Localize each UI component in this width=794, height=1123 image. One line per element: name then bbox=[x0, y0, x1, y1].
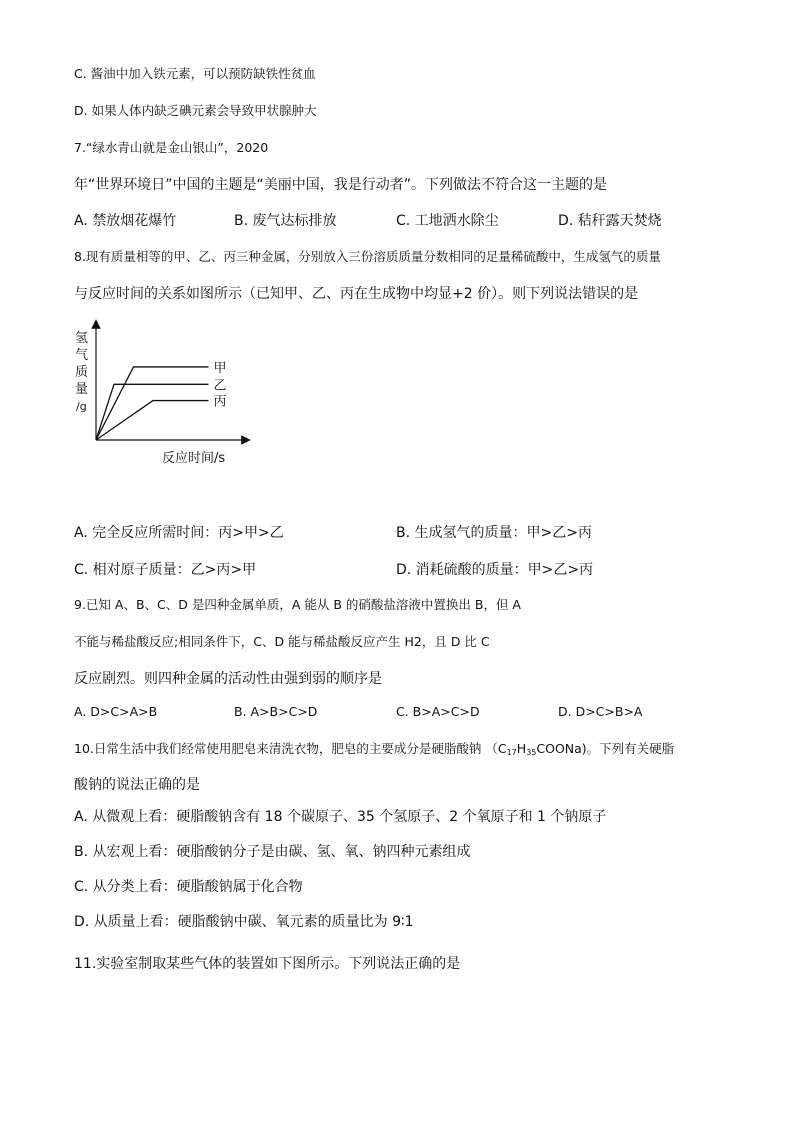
q9-option-a: A. D>C>A>B bbox=[74, 704, 158, 719]
q9-option-d: D. D>C>B>A bbox=[558, 704, 643, 719]
y-axis-label-char: 气 bbox=[75, 348, 89, 363]
q10-stem-line2: 酸钠的说法正确的是 bbox=[74, 777, 200, 793]
y-axis-label-char: 氢 bbox=[75, 331, 89, 346]
q10-stem-post: COONa)。下列有关硬脂 bbox=[536, 741, 675, 756]
q10-sub-17: 17 bbox=[506, 748, 517, 757]
q7-option-b: B. 废气达标排放 bbox=[234, 213, 337, 229]
q10-stem-line1 bbox=[74, 743, 674, 757]
y-axis-label-char: /g bbox=[76, 400, 87, 413]
q7-option-a: A. 禁放烟花爆竹 bbox=[74, 213, 177, 229]
q7-stem-line2: 年“世界环境日”中国的主题是“美丽中国，我是行动者”。下列做法不符合这一主题的是 bbox=[74, 177, 608, 193]
q8-option-a: A. 完全反应所需时间：丙>甲>乙 bbox=[74, 525, 284, 541]
q10-option-c: C. 从分类上看：硬脂酸钠属于化合物 bbox=[74, 879, 303, 895]
q8-stem-line1: 8.现有质量相等的甲、乙、丙三种金属，分别放入三份溶质质量分数相同的足量稀硫酸中，生成氢气的质量 bbox=[74, 249, 661, 264]
q9-stem-line3: 反应剧烈。则四种金属的活动性由强到弱的顺序是 bbox=[74, 671, 382, 687]
series-group bbox=[96, 361, 227, 440]
y-axis-label-char: 量 bbox=[75, 382, 89, 397]
q10-option-d: D. 从质量上看：硬脂酸钠中碳、氧元素的质量比为 9∶1 bbox=[74, 914, 414, 930]
q9-option-b: B. A>B>C>D bbox=[234, 704, 318, 719]
hydrogen-mass-time-chart bbox=[70, 318, 260, 473]
q10-option-a: A. 从微观上看：硬脂酸钠含有 18 个碳原子、35 个氢原子、2 个氧原子和 1 个钠原子 bbox=[74, 809, 607, 825]
y-axis-label bbox=[75, 331, 88, 413]
q10-h: H bbox=[516, 741, 527, 756]
q10-stem-pre: 10.日常生活中我们经常使用肥皂来清洗衣物，肥皂的主要成分是硬脂酸钠 （C bbox=[74, 741, 507, 756]
q8-stem-line2: 与反应时间的关系如图所示（已知甲、乙、丙在生成物中均显+2 价）。则下列说法错误的是 bbox=[74, 286, 639, 302]
series-label-1: 甲 bbox=[213, 360, 227, 376]
q7-option-c: C. 工地洒水除尘 bbox=[396, 213, 499, 229]
series-line-2 bbox=[96, 384, 209, 440]
q7-option-d: D. 秸秆露天焚烧 bbox=[558, 213, 662, 229]
q8-option-d: D. 消耗硫酸的质量：甲>乙>丙 bbox=[396, 562, 594, 578]
q9-stem-line2: 不能与稀盐酸反应;相同条件下，C、D 能与稀盐酸反应产生 H2，且 D 比 C bbox=[74, 634, 490, 649]
q10-sub-35: 35 bbox=[526, 748, 537, 757]
y-axis-label-char: 质 bbox=[75, 365, 89, 380]
x-axis-label: 反应时间/s bbox=[162, 451, 226, 466]
q9-option-c: C. B>A>C>D bbox=[396, 704, 480, 719]
q10-option-b: B. 从宏观上看：硬脂酸钠分子是由碳、氢、氧、钠四种元素组成 bbox=[74, 844, 471, 860]
q9-stem-line1: 9.已知 A、B、C、D 是四种金属单质，A 能从 B 的硝酸盐溶液中置换出 B，但 A bbox=[74, 597, 521, 612]
q8-option-c: C. 相对原子质量：乙>丙>甲 bbox=[74, 562, 257, 578]
q8-option-b: B. 生成氢气的质量：甲>乙>丙 bbox=[396, 525, 592, 541]
q6-option-d: D. 如果人体内缺乏碘元素会导致甲状腺肿大 bbox=[74, 103, 317, 118]
series-label-2: 乙 bbox=[213, 378, 227, 394]
q6-option-c: C. 酱油中加入铁元素，可以预防缺铁性贫血 bbox=[74, 66, 316, 81]
series-label-3: 丙 bbox=[213, 394, 227, 410]
q7-stem-line1: 7.“绿水青山就是金山银山”，2020 bbox=[74, 140, 269, 155]
q11-stem: 11.实验室制取某些气体的装置如下图所示。下列说法正确的是 bbox=[74, 956, 461, 972]
